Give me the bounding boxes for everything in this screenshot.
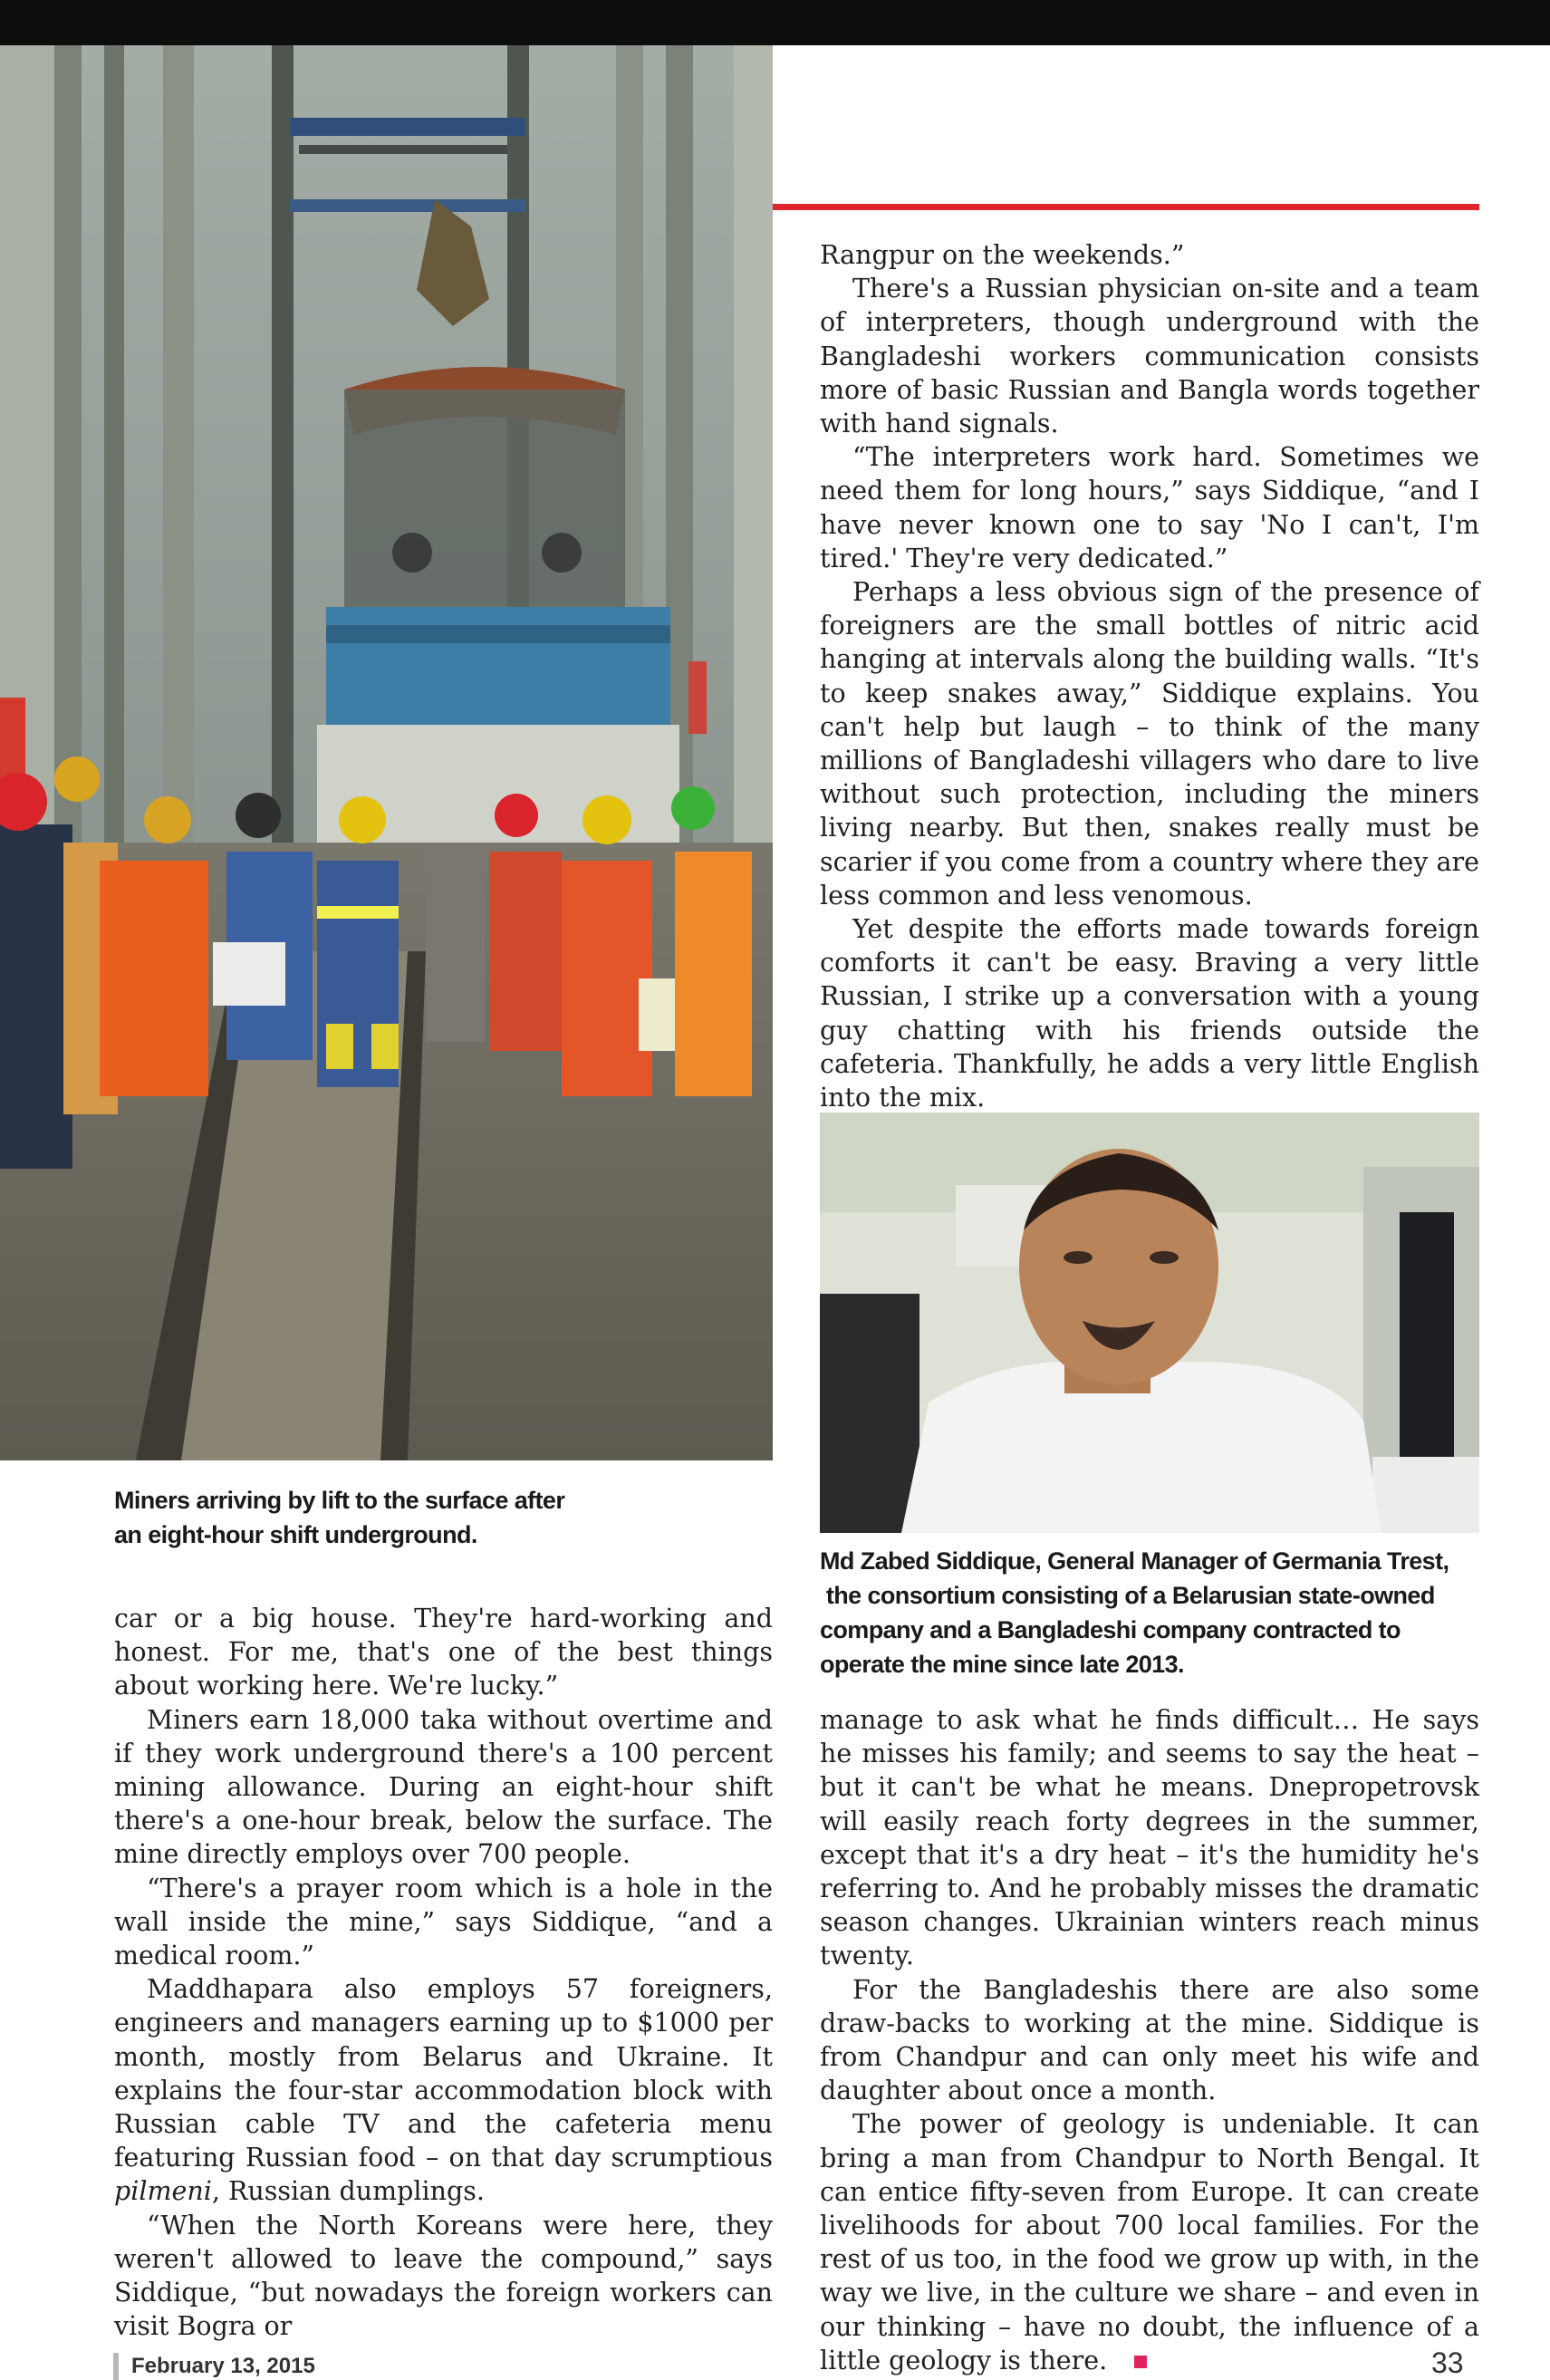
paragraph: “When the North Koreans were here, they weren't allowed to leave the compound,” says Siddique, “but nowadays the foreign workers can visit Bogra or (114, 2210, 773, 2342)
miners-photo (0, 45, 773, 1460)
caption-line: Md Zabed Siddique, General Manager of Germania Trest, (820, 1547, 1449, 1575)
paragraph: For the Bangladeshis there are also some draw-backs to working at the mine. Siddique is from Chandpur and can only meet his wife and daughter about once a month. (820, 1974, 1479, 2106)
miners-photo-caption (114, 1483, 748, 1552)
siddique-photo (820, 1113, 1479, 1533)
paragraph: Perhaps a less obvious sign of the presence of foreigners are the small bottles of nitric acid hanging at intervals along the building walls. “It's to keep snakes away,” Siddique explains. You can't help but laugh – to think of the many millions of Bangladeshi villagers who dare to live without such protection, including the miners living nearby. But then, snakes really must be scarier if you come from a country where they are less common and less venomous. (820, 577, 1479, 911)
paragraph (820, 2107, 1479, 2377)
paragraph (114, 1972, 773, 2208)
paragraph: There's a Russian physician on-site and a team of interpreters, though underground with the Bangladeshi workers communication consists more of basic Russian and Bangla words together with hand signals. (820, 274, 1479, 439)
paragraph: Yet despite the efforts made towards foreign comforts it can't be easy. Braving a very little Russian, I strike up a conversation with a young guy chatting with his friends outside the cafeteria. Thankfully, he adds a very little English into the mix. (820, 914, 1479, 1113)
paragraph: “The interpreters work hard. Sometimes we need them for long hours,” says Siddique, “and I have never known one to say 'No I can't, I'm tired.' They're very dedicated.” (820, 442, 1479, 573)
caption-line: an eight-hour shift underground. (114, 1521, 477, 1548)
article-column-right-bottom (820, 1703, 1479, 2377)
article-column-left-bottom (114, 1602, 773, 2343)
paragraph: car or a big house. They're hard-working and honest. For me, that's one of the best things about working here. We're lucky.” (114, 1604, 773, 1701)
end-mark-icon (1134, 2356, 1147, 2368)
paragraph: manage to ask what he finds difficult… He says he misses his family; and seems to say the heat – but it can't be what he means. Dnepropetrovsk will easily reach forty degrees in the summer, except that it's a dry heat – it's the humidity he's referring to. And he probably misses the dramatic season changes. Ukrainian winters reach minus twenty. (820, 1705, 1479, 1971)
caption-line: operate the mine since late 2013. (820, 1651, 1184, 1678)
issue-date: February 13, 2015 (113, 2353, 315, 2380)
italic-term: pilmeni (114, 2176, 212, 2207)
article-column-right-top (820, 238, 1479, 1111)
page-number: 33 (1431, 2346, 1464, 2379)
top-bar (0, 0, 1550, 45)
paragraph-text: The power of geology is undeniable. It can bring a man from Chandpur to North Bengal. It can entice fifty-seven from Europe. It can create livelihoods for about 700 local families. For the rest of us too, in the food we grow up with, in the way we live, in the culture we share – and even in our thinking – have no doubt, the influence of a little geology is there. (820, 2109, 1479, 2375)
siddique-photo-caption (820, 1544, 1508, 1681)
paragraph: Miners earn 18,000 taka without overtime and if they work underground there's a 100 percent mining allowance. During an eight-hour shift there's a one-hour break, below the surface. The mine directly employs over 700 people. (114, 1704, 773, 1870)
paragraph: “There's a prayer room which is a hole in the wall inside the mine,” says Siddique, “and a medical room.” (114, 1873, 773, 1971)
paragraph-text: Maddhapara also employs 57 foreigners, engineers and managers earning up to $1000 per month, mostly from Belarus and Ukraine. It explains the four-star accommodation block with Russian cable TV and the cafeteria menu featuring Russian food – on that day scrumptious (114, 1974, 773, 2173)
caption-line: company and a Bangladeshi company contracted to (820, 1616, 1401, 1643)
red-rule (773, 204, 1479, 210)
caption-line: the consortium consisting of a Belarusian state-owned (820, 1582, 1435, 1609)
paragraph-text: , Russian dumplings. (211, 2176, 485, 2207)
paragraph: Rangpur on the weekends.” (820, 240, 1185, 270)
caption-line: Miners arriving by lift to the surface after (114, 1487, 565, 1514)
